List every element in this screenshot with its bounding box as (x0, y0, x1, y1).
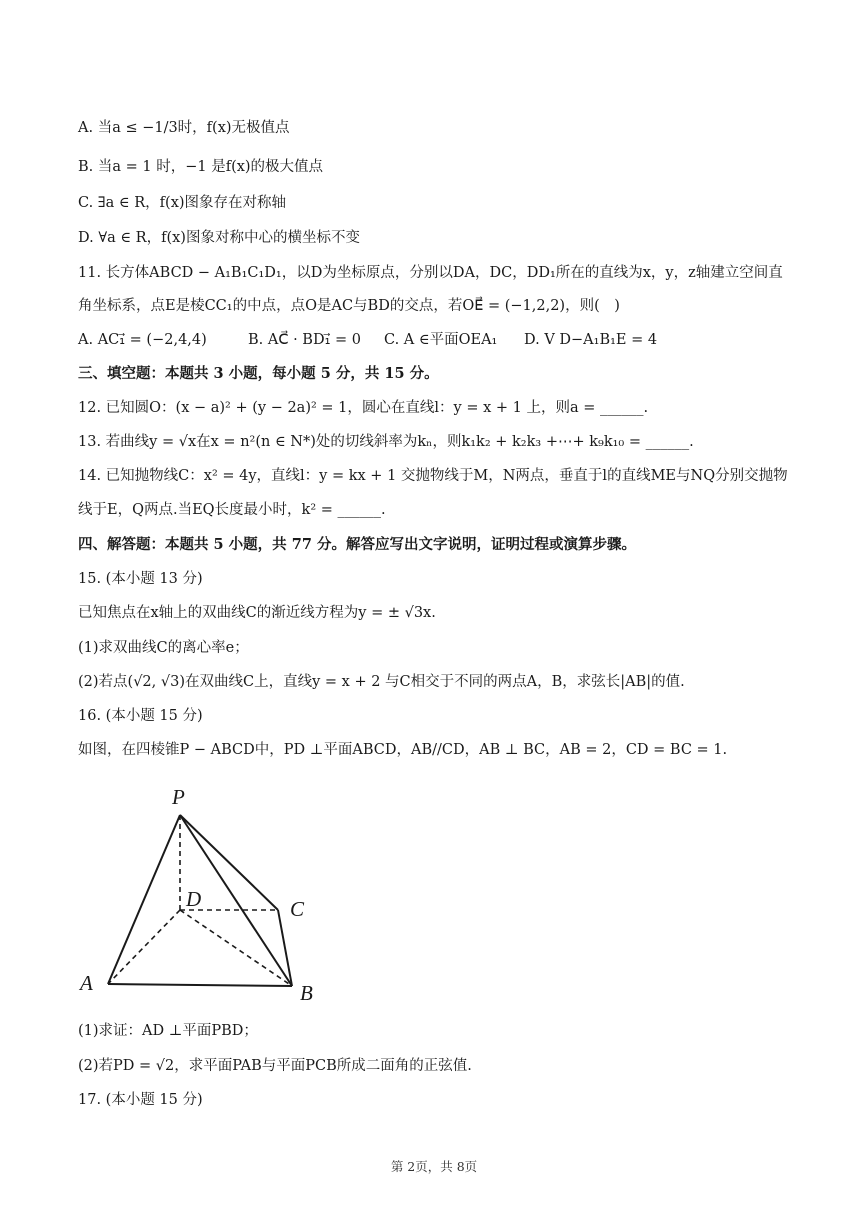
q11-option-a: A. AC₁⃗ = (−2,4,4) (78, 332, 207, 348)
edge-da-hidden (108, 910, 180, 984)
q12: 12. 已知圆O：(x − a)² + (y − 2a)² = 1，圆心在直线l：y = x + 1 上，则a = ______. (78, 400, 649, 416)
q16-part2: (2)若PD = √2，求平面PAB与平面PCB所成二面角的正弦值. (78, 1058, 472, 1074)
q10-option-c: C. ∃a ∈ R，f(x)图象存在对称轴 (78, 195, 287, 211)
q14-line1: 14. 已知抛物线C：x² = 4y，直线l：y = kx + 1 交抛物线于M，N两点，垂直于l的直线ME与NQ分别交抛物 (78, 468, 788, 484)
section-4-heading: 四、解答题：本题共 5 小题，共 77 分。解答应写出文字说明，证明过程或演算步骤。 (78, 536, 636, 553)
label-b: B (300, 981, 313, 1005)
label-a: A (80, 971, 93, 995)
q16-header: 16. (本小题 15 分) (78, 708, 203, 724)
edge-db-hidden (180, 910, 292, 986)
page-footer: 第 2页，共 8页 (390, 1159, 478, 1174)
label-c: C (290, 897, 305, 921)
q11-option-d: D. V D−A₁B₁E = 4 (524, 332, 658, 348)
q10-option-b: B. 当a = 1 时，−1 是f(x)的极大值点 (78, 159, 324, 175)
label-p: P (172, 785, 185, 809)
label-d: D (186, 887, 202, 911)
edge-ab (108, 984, 292, 986)
q15-part1: (1)求双曲线C的离心率e； (78, 640, 249, 656)
pyramid-figure (70, 780, 350, 1010)
q10-option-d: D. ∀a ∈ R，f(x)图象对称中心的横坐标不变 (78, 230, 360, 246)
q11-option-c: C. A ∈平面OEA₁ (384, 332, 498, 348)
q13: 13. 若曲线y = √x在x = n²(n ∈ N*)处的切线斜率为kₙ，则k₁k₂ + k₂k₃ +⋯+ k₉k₁₀ = ______. (78, 434, 694, 450)
q14-line2: 线于E，Q两点.当EQ长度最小时，k² = ______. (78, 502, 386, 518)
q16-part1: (1)求证：AD ⊥平面PBD； (78, 1023, 258, 1039)
section-3-heading: 三、填空题：本题共 3 小题，每小题 5 分，共 15 分。 (78, 365, 439, 382)
q11-option-b: B. AC⃗ · BD₁⃗ = 0 (248, 332, 361, 348)
q15-header: 15. (本小题 13 分) (78, 571, 203, 587)
q11-stem-line1: 11. 长方体ABCD − A₁B₁C₁D₁，以D为坐标原点，分别以DA，DC，DD₁所在的直线为x，y，z轴建立空间直 (78, 265, 783, 281)
q10-option-a: A. 当a ≤ −1/3时，f(x)无极值点 (78, 120, 290, 136)
q15-stem: 已知焦点在x轴上的双曲线C的渐近线方程为y = ± √3x. (78, 605, 436, 621)
edge-pa (108, 815, 180, 984)
q16-stem: 如图，在四棱锥P − ABCD中，PD ⊥平面ABCD，AB//CD，AB ⊥ BC，AB = 2，CD = BC = 1. (78, 742, 728, 758)
q17-header: 17. (本小题 15 分) (78, 1092, 203, 1108)
q15-part2: (2)若点(√2, √3)在双曲线C上，直线y = x + 2 与C相交于不同的两点A，B，求弦长|AB|的值. (78, 674, 685, 690)
q11-stem-line2: 角坐标系，点E是棱CC₁的中点，点O是AC与BD的交点，若OE⃗ = (−1,2,2)，则( ) (78, 298, 620, 314)
